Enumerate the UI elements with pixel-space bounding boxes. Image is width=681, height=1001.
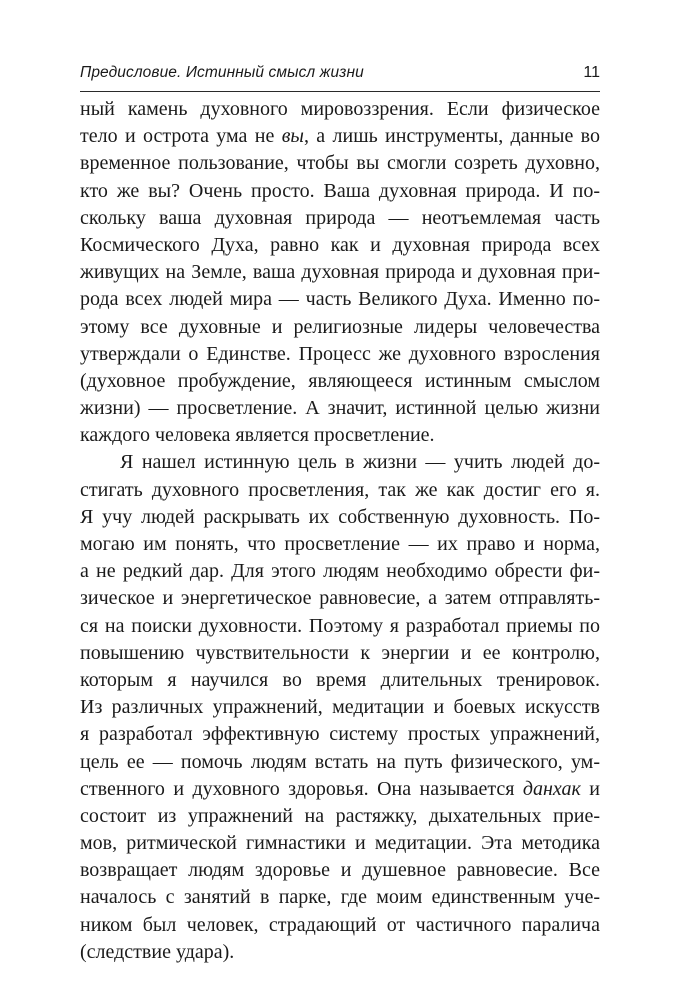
text-line: Космического Духа, равно как и духовная природа всех (80, 233, 600, 256)
running-head (80, 64, 600, 86)
text-line: которым я научился во время длительных тренировок. (80, 668, 600, 691)
text-line: этому все духовные и религиозные лидеры человечества (80, 315, 600, 338)
text-line: зическое и энергетическое равновесие, а затем отправлять- (80, 587, 600, 610)
text-line: Я учу людей раскрывать их собственную духовность. По- (80, 505, 600, 528)
text-line: ся на поиски духовности. Поэтому я разработал приемы по (80, 614, 600, 637)
chapter-title: Предисловие. Истинный смысл жизни (80, 64, 364, 81)
text-line: тело и острота ума не вы, а лишь инструменты, данные во (80, 125, 600, 148)
text-line: а не редкий дар. Для этого людям необходимо обрести фи- (80, 560, 600, 583)
text-line: скольку ваша духовная природа — неотъемлемая часть (80, 206, 600, 229)
text-line: возвращает людям здоровье и душевное равновесие. Все (80, 859, 600, 882)
text-line: цель ее — помочь людям встать на путь физического, ум- (80, 750, 600, 773)
text-line: ный камень духовного мировоззрения. Если физическое (80, 98, 600, 120)
text-line: повышению чувствительности к энергии и ее контролю, (80, 641, 600, 664)
text-line: рода всех людей мира — часть Великого Духа. Именно по- (80, 288, 600, 311)
text-line: утверждали о Единстве. Процесс же духовного взросления (80, 342, 600, 365)
text-line: (следствие удара). (80, 940, 235, 963)
text-line: живущих на Земле, ваша духовная природа и духовная при- (80, 261, 600, 284)
paragraph-1 (80, 96, 600, 449)
text-line: стигать духовного просветления, так же как достиг его я. (80, 478, 600, 501)
paragraph-2 (80, 449, 600, 966)
text-line: кто же вы? Очень просто. Ваша духовная природа. И по- (80, 179, 600, 202)
emphasis: вы (281, 125, 304, 148)
page-number: 11 (583, 64, 600, 81)
text-line: Из различных упражнений, медитации и боевых искусств (80, 696, 600, 719)
text-line: состоит из упражнений на растяжку, дыхательных прие- (80, 804, 600, 827)
emphasis: данхак (522, 777, 581, 800)
text-line: ником был человек, страдающий от частичного паралича (80, 913, 600, 936)
text-line: временное пользование, чтобы вы смогли созреть духовно, (80, 152, 600, 175)
text-line: (духовное пробуждение, являющееся истинным смыслом (80, 369, 600, 392)
text-line: началось с занятий в парке, где моим единственным уче- (80, 886, 600, 909)
text-line: Я нашел истинную цель в жизни — учить людей до- (120, 451, 600, 474)
text-line: ственного и духовного здоровья. Она называется данхак и (80, 777, 600, 800)
header-rule (80, 91, 600, 92)
text-line: могаю им понять, что просветление — их право и норма, (80, 533, 600, 555)
body-text (80, 96, 600, 966)
text-line: жизни) — просветление. А значит, истинной целью жизни (80, 397, 600, 420)
text-line: каждого человека является просветление. (80, 424, 435, 447)
text-line: мов, ритмической гимнастики и медитации. Эта методика (80, 832, 600, 855)
text-line: я разработал эффективную систему простых упражнений, (80, 723, 600, 746)
